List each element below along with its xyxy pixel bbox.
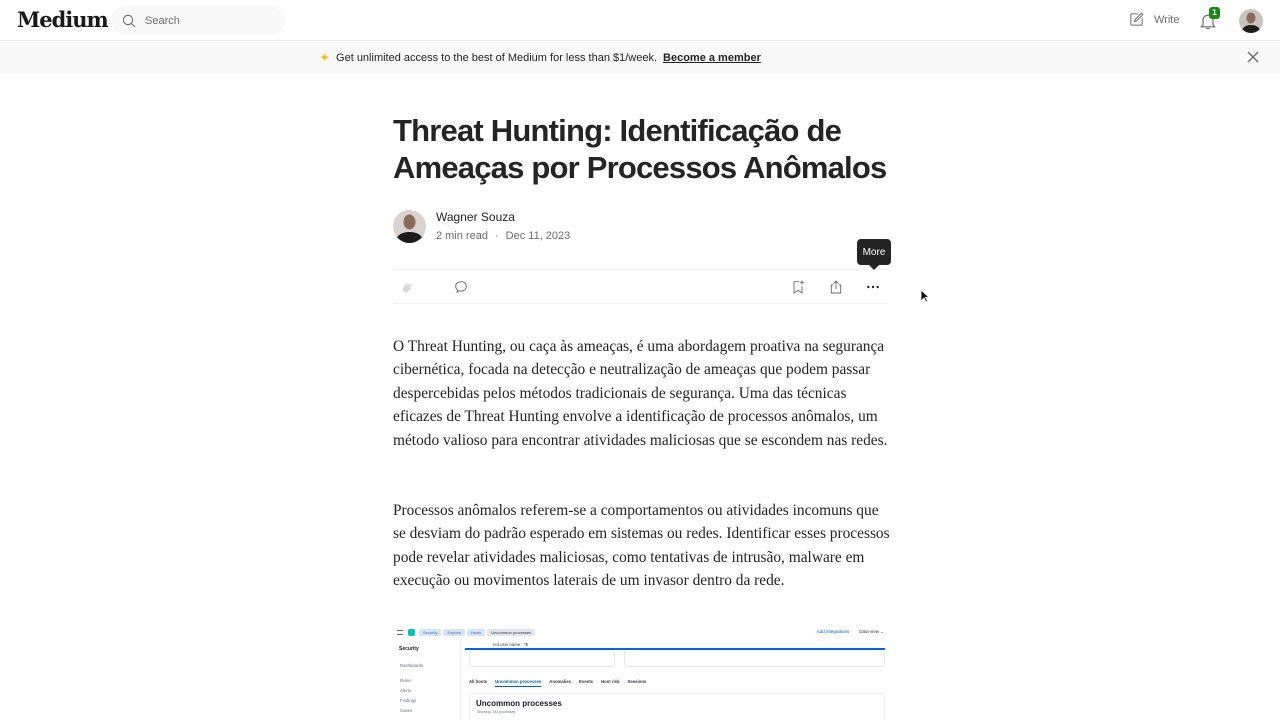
image-header xyxy=(393,626,888,639)
hamburger-icon xyxy=(397,630,403,635)
image-panel xyxy=(469,693,885,720)
article-paragraph: O Threat Hunting, ou caça às ameaças, é uma abordagem proativa na segurança cibernética, focada na detecção e neutralização de ameaças que podem passar despercebidas pelos métodos tradicionais de segurança. Uma das técnicas eficazes de Threat Hunting envolve a identificação de processos anômalos, um método valioso para encontrar atividades maliciosas que se escondem nas redes. xyxy=(393,338,888,449)
search-box[interactable] xyxy=(111,6,285,35)
crumb: Explore xyxy=(443,629,465,636)
comment-icon[interactable] xyxy=(453,279,469,295)
top-nav xyxy=(0,0,1280,41)
sidebar-item: Cases xyxy=(400,708,413,713)
write-label: Write xyxy=(1154,13,1180,26)
panel-subtitle: Showing: 243 processes xyxy=(477,710,516,714)
author-info xyxy=(393,210,570,243)
image-query-bar xyxy=(465,640,885,650)
article-image[interactable] xyxy=(393,626,888,720)
crumb: Uncommon processes xyxy=(487,629,535,636)
tab: Host risk xyxy=(601,679,620,684)
medium-logo[interactable]: Medium xyxy=(17,7,108,32)
more-icon[interactable] xyxy=(865,279,881,295)
query-text: not user.name : *$ xyxy=(493,641,528,647)
bookmark-add-icon[interactable] xyxy=(790,279,806,295)
sparkle-icon: ✦ xyxy=(319,49,331,65)
write-button[interactable] xyxy=(1128,11,1179,28)
crumb: Hosts xyxy=(467,629,485,636)
article-action-bar xyxy=(393,269,888,304)
read-time: 2 min read xyxy=(436,229,488,242)
tab: All hosts xyxy=(469,679,488,684)
image-sidebar xyxy=(393,639,461,720)
notifications-button[interactable] xyxy=(1198,8,1218,31)
clap-icon[interactable] xyxy=(399,279,415,295)
more-tooltip: More xyxy=(857,239,891,265)
author-name[interactable]: Wagner Souza xyxy=(436,209,515,224)
sidebar-item: Rules xyxy=(400,678,411,683)
write-icon xyxy=(1128,11,1145,28)
tab: Sessions xyxy=(627,679,647,684)
publish-date: Dec 11, 2023 xyxy=(505,229,571,242)
mouse-cursor-icon xyxy=(920,289,930,303)
tab: Anomalies xyxy=(549,679,571,684)
crumb: Security xyxy=(419,629,441,636)
share-icon[interactable] xyxy=(828,279,844,295)
image-header-actions xyxy=(807,629,884,635)
banner-message: Get unlimited access to the best of Medium for less than $1/week. xyxy=(336,51,658,64)
close-icon[interactable] xyxy=(1246,50,1260,64)
tab: Uncommon processes xyxy=(495,679,541,687)
image-breadcrumb xyxy=(419,629,537,636)
article-paragraph: Processos anômalos referem-se a comportamentos ou atividades incomuns que se desviam do padrão esperado em sistemas ou redes. Identificar esses processos pode revelar atividades maliciosas, como tentativas de intrusão, malware em execução ou movimentos laterais de um invasor dentro da rede. xyxy=(393,502,890,590)
data-view-label: Data view ⌄ xyxy=(859,629,884,634)
become-member-link[interactable]: Become a member xyxy=(663,51,761,64)
sidebar-item: Findings xyxy=(400,698,417,703)
sidebar-title: Security xyxy=(399,646,419,652)
meta-separator: · xyxy=(494,229,499,242)
user-avatar[interactable] xyxy=(1239,9,1263,33)
author-avatar[interactable] xyxy=(393,210,426,243)
search-icon xyxy=(121,13,137,29)
app-logo-icon xyxy=(408,629,415,636)
tab: Events xyxy=(578,679,594,684)
sidebar-item: Dashboards xyxy=(400,663,424,668)
notification-badge: 1 xyxy=(1209,7,1220,19)
image-tabs xyxy=(469,679,654,687)
sidebar-item: Alerts xyxy=(400,688,411,693)
search-input[interactable] xyxy=(145,15,265,27)
membership-banner xyxy=(0,42,1280,73)
panel-title: Uncommon processes xyxy=(476,699,562,708)
image-charts xyxy=(469,651,885,668)
add-integrations-label: Add integrations xyxy=(816,629,850,634)
article-title: Threat Hunting: Identificação de Ameaças por Processos Anômalos xyxy=(393,113,887,185)
